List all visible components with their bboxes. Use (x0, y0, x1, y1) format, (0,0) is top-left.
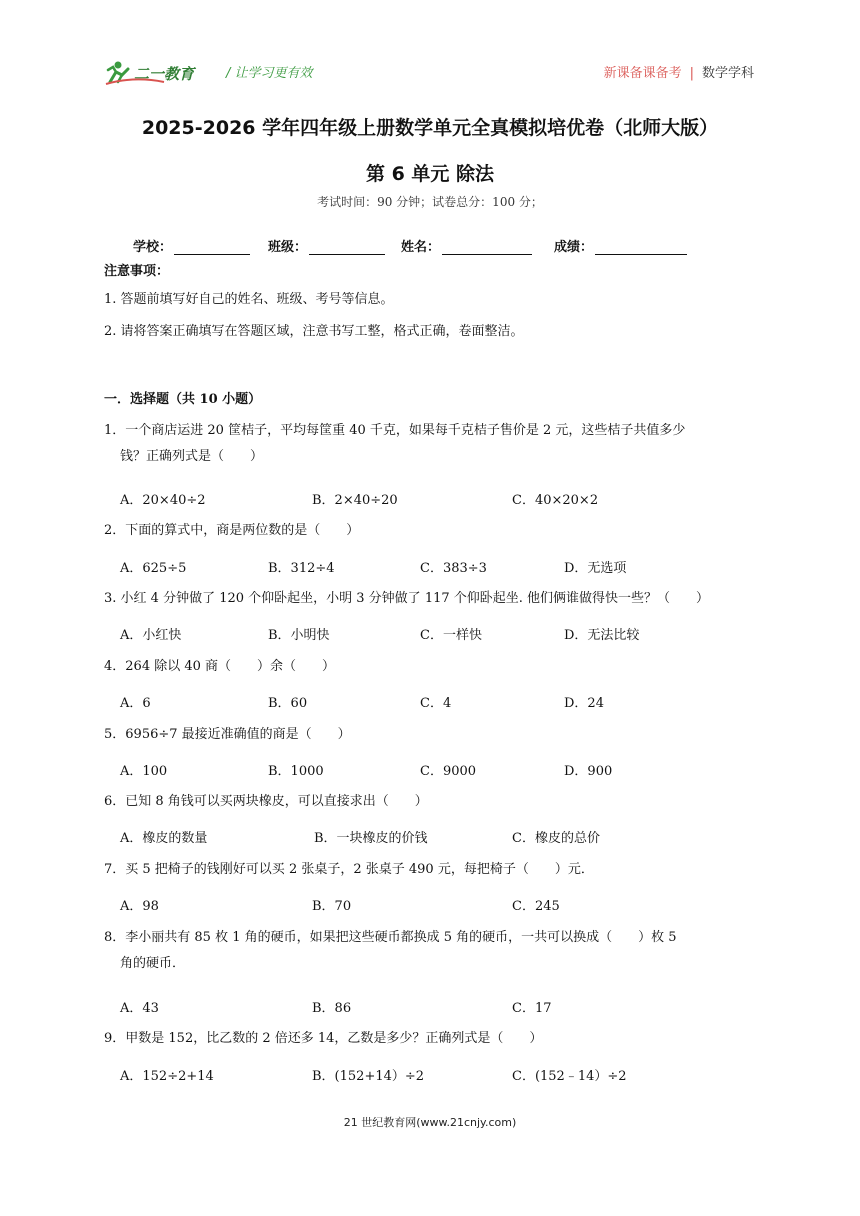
question-2 (104, 518, 764, 544)
option-c[interactable]: C．4 (420, 696, 452, 711)
option-c[interactable]: C．383÷3 (420, 561, 487, 576)
options-5 (120, 760, 612, 779)
option-b[interactable]: B．312÷4 (268, 561, 335, 576)
option-d[interactable]: D．900 (564, 764, 613, 779)
page-footer: 21 世纪教育网(www.21cnjy.com) (343, 1116, 517, 1129)
option-d[interactable]: D．无法比较 (564, 628, 640, 643)
blank-line[interactable] (595, 240, 687, 255)
field-school[interactable] (133, 236, 250, 255)
option-b[interactable]: B．小明快 (268, 628, 330, 643)
options-6 (120, 827, 600, 846)
paper-subtitle: 第 6 单元 除法 (365, 163, 495, 185)
option-a[interactable]: A．43 (120, 1001, 159, 1016)
question-text: 5．6956÷7 最接近准确值的商是（ ） (104, 727, 351, 742)
logo-text: 二一教育 (134, 65, 195, 83)
student-info-fields (133, 236, 701, 255)
exam-info: 考试时间：90 分钟；试卷总分：100 分； (317, 195, 543, 209)
field-label: 班级： (268, 240, 308, 255)
question-7 (104, 857, 764, 883)
options-3 (120, 624, 639, 643)
question-4 (104, 654, 764, 680)
option-c[interactable]: C．(152﹣14）÷2 (512, 1069, 627, 1084)
option-c[interactable]: C．9000 (420, 764, 477, 779)
field-name[interactable] (401, 236, 532, 255)
options-7 (120, 895, 560, 914)
option-c[interactable]: C．17 (512, 1001, 552, 1016)
option-a[interactable]: A．625÷5 (120, 561, 187, 576)
field-score[interactable] (554, 236, 687, 255)
question-1 (104, 418, 764, 470)
blank-line[interactable] (442, 240, 532, 255)
question-text: 4．264 除以 40 商（ ）余（ ） (104, 659, 336, 674)
option-a[interactable]: A．152÷2+14 (120, 1069, 214, 1084)
option-a[interactable]: A．20×40÷2 (120, 493, 206, 508)
notice-heading: 注意事项： (104, 264, 170, 279)
question-text: 1．一个商店运进 20 筐桔子，平均每筐重 40 千克，如果每千克桔子售价是 2 元，这些桔子共值多少 (104, 423, 686, 438)
blank-line[interactable] (174, 240, 250, 255)
question-8 (104, 925, 764, 977)
option-a[interactable]: A．6 (120, 696, 151, 711)
question-5 (104, 722, 764, 748)
option-d[interactable]: D．无选项 (564, 561, 627, 576)
question-9 (104, 1026, 764, 1052)
notice-item: 2. 请将答案正确填写在答题区域，注意书写工整，格式正确，卷面整洁。 (104, 324, 524, 339)
question-text: 9．甲数是 152，比乙数的 2 倍还多 14，乙数是多少？正确列式是（ ） (104, 1031, 543, 1046)
field-label: 学校： (133, 240, 173, 255)
option-c[interactable]: C．40×20×2 (512, 493, 599, 508)
question-text: 3. 小红 4 分钟做了 120 个仰卧起坐，小明 3 分钟做了 117 个仰卧起坐. 他们俩谁做得快一些？（ ） (104, 591, 710, 606)
question-text-cont: 钱？正确列式是（ ） (120, 449, 264, 464)
question-text: 2．下面的算式中，商是两位数的是（ ） (104, 523, 360, 538)
option-b[interactable]: B．1000 (268, 764, 324, 779)
brand-logo (104, 58, 214, 88)
question-text: 6．已知 8 角钱可以买两块橡皮，可以直接求出（ ） (104, 794, 428, 809)
option-d[interactable]: D．24 (564, 696, 604, 711)
question-text: 8．李小丽共有 85 枚 1 角的硬币，如果把这些硬币都换成 5 角的硬币，一共可以换成（ ）枚 5 (104, 930, 677, 945)
option-b[interactable]: B．(152+14）÷2 (312, 1069, 425, 1084)
options-4 (120, 692, 604, 711)
section-title: 一．选择题（共 10 小题） (104, 392, 262, 407)
options-9 (120, 1065, 627, 1084)
question-text-cont: 角的硬币． (120, 956, 186, 971)
question-text: 7．买 5 把椅子的钱刚好可以买 2 张桌子，2 张桌子 490 元，每把椅子（ ）元． (104, 862, 594, 877)
option-b[interactable]: B．2×40÷20 (312, 493, 398, 508)
blank-line[interactable] (309, 240, 385, 255)
option-a[interactable]: A．橡皮的数量 (120, 831, 208, 846)
option-c[interactable]: C．橡皮的总价 (512, 831, 600, 846)
option-a[interactable]: A．100 (120, 764, 168, 779)
options-2 (120, 557, 626, 576)
notice-item: 1. 答题前填写好自己的姓名、班级、考号等信息。 (104, 292, 394, 307)
field-label: 成绩： (554, 240, 594, 255)
field-class[interactable] (268, 236, 385, 255)
header-subject (604, 62, 754, 81)
option-a[interactable]: A．小红快 (120, 628, 182, 643)
field-label: 姓名： (401, 240, 441, 255)
option-b[interactable]: B．60 (268, 696, 308, 711)
option-b[interactable]: B．86 (312, 1001, 352, 1016)
slogan: / 让学习更有效 (226, 66, 313, 81)
question-3 (104, 586, 784, 612)
header-separator: | (689, 66, 694, 81)
question-6 (104, 789, 764, 815)
options-8 (120, 997, 552, 1016)
option-c[interactable]: C．一样快 (420, 628, 482, 643)
option-a[interactable]: A．98 (120, 899, 159, 914)
options-1 (120, 489, 598, 508)
paper-title: 2025-2026 学年四年级上册数学单元全真模拟培优卷（北师大版） (141, 117, 719, 139)
header-tag: 新课备课备考 (603, 66, 682, 81)
option-b[interactable]: B．一块橡皮的价钱 (314, 831, 428, 846)
option-b[interactable]: B．70 (312, 899, 352, 914)
option-c[interactable]: C．245 (512, 899, 560, 914)
header-subject-label: 数学学科 (701, 66, 754, 81)
